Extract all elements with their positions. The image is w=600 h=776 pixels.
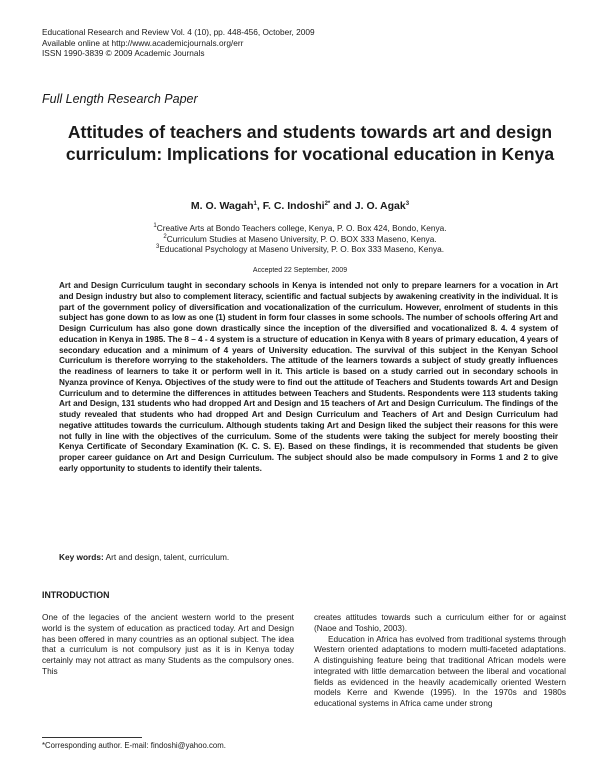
author-name: F. C. Indoshi [262,200,325,212]
affiliation-list [0,223,600,255]
affiliation-text: Creative Arts at Bondo Teachers college, Kenya, P. O. Box 424, Bondo, Kenya. [156,223,447,233]
journal-issn: ISSN 1990-3839 © 2009 Academic Journals [42,48,205,58]
affiliation-superscript: 3 [155,244,160,250]
paragraph: One of the legacies of the ancient western world to the present world is the system of education as practiced today. Art and Design has been offered in many countries as an optional subject. The idea that a curriculum is not compulsory just as it is in Kenya today certainly may not attract as many Students as the compulsory ones. This [42,612,294,676]
paper-type-label: Full Length Research Paper [42,92,198,106]
footnote-corresponding-author: *Corresponding author. E-mail: findoshi@yahoo.com. [42,741,226,750]
affiliation-text: Educational Psychology at Maseno University, P. O. Box 333 Maseno, Kenya. [159,244,445,254]
affiliation-line [0,244,600,255]
journal-url-line[interactable]: Available online at http://www.academicjournals.org/err [42,37,244,48]
footnote-divider [42,737,142,738]
paragraph: creates attitudes towards such a curriculum either for or against (Naoe and Toshio, 2003). [314,612,566,633]
affiliation-text: Curriculum Studies at Maseno University, P. O. BOX 333 Maseno, Kenya. [166,233,437,244]
author-separator: and [330,200,355,212]
author-name: M. O. Wagah [190,200,254,212]
paper-title: Attitudes of teachers and students towards art and design curriculum: Implications for vocational education in Kenya [65,122,555,164]
affiliation-line [0,223,600,234]
author-list [0,200,600,212]
journal-citation: Educational Research and Review Vol. 4 (10), pp. 448-456, October, 2009 [42,27,315,37]
keywords-label: Key words: [59,552,104,562]
abstract: Art and Design Curriculum taught in secondary schools in Kenya is intended not only to prepare learners for a vocation in Art and Design industry but also to complement literacy, scientific and factual subjects by awakening creativity in the individual. It is part of the government policy of diversification and vocationalization of the curriculum. However, enrolment of students in this subject has gone down to as low as one (1) student in form four classes in some schools. The number of schools offering Art and Design Curriculum has also gone down drastically since the inception of the diversified and vocationalized 8. 4. 4 system of education in Kenya in 1985. The 8 – 4 - 4 system is a structure of education in Kenya with 8 years of primary education, 4 years of secondary education and a minimum of 4 years of University education. The survival of this subject in the Kenyan School Curriculum is therefore worrying to the stakeholders. The attitude of the learners towards a subject of study greatly influences the readiness of learners to take it or perform well in it. This article is based on a study carried out in secondary schools in Nyanza province of Kenya. Objectives of the study were to find out the attitude of Teachers and Students towards Art and Design Curriculum and to determine the differences in attitudes between Teachers and Students. Respondents were 113 students taking Art and Design, 131 students who had dropped Art and Design and 15 teachers of Art and Design Curriculum. The findings of the study revealed that students who had dropped Art and Design Curriculum and Teachers of Art and Design Curriculum had negative attitudes towards the curriculum. Although students taking Art and Design liked the subject their reasons for this were not fully in line with the objectives of the curriculum. Some of the students were taking the subject for merely boosting their Kenya Certificate of Secondary Examination (K. C. S. E). Based on these findings, it is recommended that students be given proper career guidance on Art and Design Curriculum. The subject should also be made compulsory in Forms 1 and 2 to give early opportunity to students to identify their talents. [59,281,558,473]
paragraph: Education in Africa has evolved from traditional systems through Western oriented adaptations to modern multi-faceted adaptations. A distinguishing feature being that traditional African models were integrated with little demarcation between the liberal and vocational fields as evidenced in the heavily academically oriented Western models Kerre and Kwende (1995). In the 1970s and 1980s educational systems in Africa came under strong [314,633,566,708]
keywords [59,552,229,562]
affiliation-line [0,234,600,245]
section-heading-introduction: INTRODUCTION [42,590,110,600]
journal-header [42,27,315,59]
keywords-text: Art and design, talent, curriculum. [103,552,230,562]
affiliation-superscript: 1 [153,223,157,229]
author-superscript: 3 [405,201,410,207]
affiliation-superscript: 2 [163,233,167,240]
author-separator: , [256,200,263,212]
author-name: J. O. Agak [354,200,406,212]
author-superscript: 2* [324,201,331,207]
left-column [42,612,294,677]
right-column [314,612,566,709]
author-superscript: 1 [253,201,257,207]
accepted-date: Accepted 22 September, 2009 [252,267,348,274]
